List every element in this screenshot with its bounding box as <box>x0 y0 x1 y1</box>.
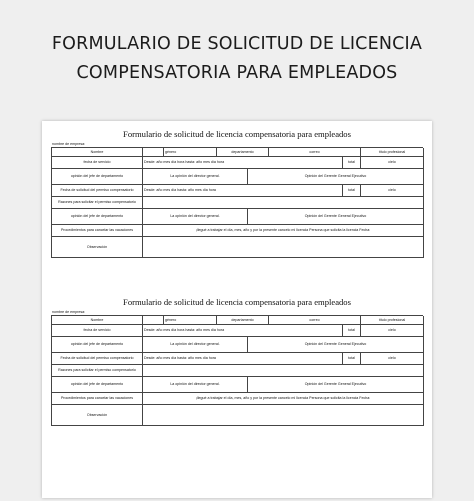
header-genero: género <box>164 316 217 325</box>
label-total-2: total <box>343 353 361 365</box>
label-total: total <box>343 325 361 337</box>
label-observacion: Observación <box>52 237 143 258</box>
fecha-servicio-range[interactable]: Desde: año mes día hora hasta: año mes día hora <box>143 325 343 337</box>
nombre-value[interactable] <box>143 316 164 325</box>
leave-form-2 <box>51 296 423 426</box>
form-table <box>51 315 423 426</box>
label-fecha-servicio: fecha de servicio <box>52 325 143 337</box>
heading-line-1: FORMULARIO DE SOLICITUD DE LICENCIA <box>51 34 423 54</box>
label-cielo: cielo <box>361 157 424 169</box>
header-correo: correo <box>269 148 361 157</box>
header-nombre: Nombre <box>52 316 143 325</box>
label-cielo-2: cielo <box>361 185 424 197</box>
label-observacion: Observación <box>52 405 143 426</box>
heading-line-2: COMPENSATORIA PARA EMPLEADOS <box>76 63 398 83</box>
header-nombre: Nombre <box>52 148 143 157</box>
opinion-gerente-box: Opinión del Gerente General Ejecutivo <box>248 169 424 185</box>
procedimientos-text: ¡llegué a trabajar el día, mes, año y por la presente cancelo mi licencia Persona que solicita la licencia Fecha: <box>143 393 424 405</box>
label-procedimientos: Procedimientos para cancelar las vacaciones <box>52 225 143 237</box>
procedimientos-text: ¡llegué a trabajar el día, mes, año y por la presente cancelo mi licencia Persona que solicita la licencia Fecha: <box>143 225 424 237</box>
page-heading <box>0 0 474 118</box>
label-razones: Razones para solicitar el permiso compensatorio <box>52 197 143 209</box>
company-label: nombre de empresa: <box>52 310 86 314</box>
label-opinion-jefe-2: opinión del jefe de departamento <box>52 377 143 393</box>
header-titulo: título profesional <box>361 148 424 157</box>
form-table <box>51 147 423 258</box>
opinion-gerente-box-2: Opinión del Gerente General Ejecutivo <box>248 377 424 393</box>
form-sheet <box>42 121 432 498</box>
observacion-value[interactable] <box>143 237 424 258</box>
label-fecha-solicitud: Fecha de solicitud del permiso compensatorio <box>52 185 143 197</box>
opinion-director-box-2: La opinión del director general. <box>143 377 248 393</box>
label-razones: Razones para solicitar el permiso compensatorio <box>52 365 143 377</box>
fecha-solicitud-range[interactable]: Desde: año mes día hasta: año mes día hora <box>143 353 343 365</box>
label-cielo: cielo <box>361 325 424 337</box>
header-departamento: departamento <box>217 148 269 157</box>
label-opinion-jefe: opinión del jefe de departamento <box>52 169 143 185</box>
label-fecha-servicio: fecha de servicio <box>52 157 143 169</box>
label-procedimientos: Procedimientos para cancelar las vacaciones <box>52 393 143 405</box>
label-fecha-solicitud: Fecha de solicitud del permiso compensatorio <box>52 353 143 365</box>
observacion-value[interactable] <box>143 405 424 426</box>
fecha-solicitud-range[interactable]: Desde: año mes día hasta: año mes día hora <box>143 185 343 197</box>
label-cielo-2: cielo <box>361 353 424 365</box>
opinion-gerente-box-2: Opinión del Gerente General Ejecutivo <box>248 209 424 225</box>
label-total: total <box>343 157 361 169</box>
fecha-servicio-range[interactable]: Desde: año mes día hora hasta: año mes día hora <box>143 157 343 169</box>
opinion-director-box: La opinión del director general. <box>143 337 248 353</box>
opinion-director-box-2: La opinión del director general. <box>143 209 248 225</box>
header-correo: correo <box>269 316 361 325</box>
nombre-value[interactable] <box>143 148 164 157</box>
header-titulo: título profesional <box>361 316 424 325</box>
header-genero: género <box>164 148 217 157</box>
label-opinion-jefe: opinión del jefe de departamento <box>52 337 143 353</box>
header-departamento: departamento <box>217 316 269 325</box>
opinion-director-box: La opinión del director general. <box>143 169 248 185</box>
opinion-gerente-box: Opinión del Gerente General Ejecutivo <box>248 337 424 353</box>
razones-value[interactable] <box>143 197 424 209</box>
company-label: nombre de empresa: <box>52 142 86 146</box>
form-title: Formulario de solicitud de licencia compensatoria para empleados <box>123 297 351 307</box>
leave-form-1 <box>51 128 423 258</box>
razones-value[interactable] <box>143 365 424 377</box>
label-total-2: total <box>343 185 361 197</box>
label-opinion-jefe-2: opinión del jefe de departamento <box>52 209 143 225</box>
form-title: Formulario de solicitud de licencia compensatoria para empleados <box>123 129 351 139</box>
